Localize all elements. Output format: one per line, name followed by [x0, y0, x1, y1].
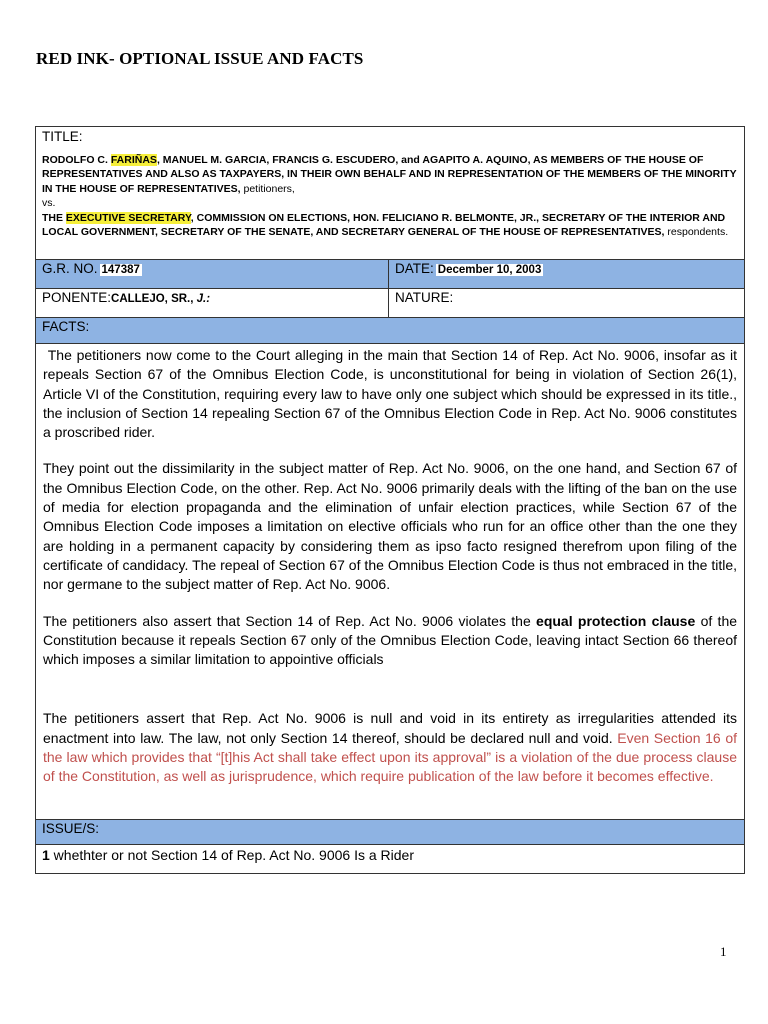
facts-body-row [36, 344, 745, 820]
document-heading: RED INK- OPTIONAL ISSUE AND FACTS [36, 49, 364, 68]
facts-paragraph-4-black: The petitioners assert that Rep. Act No. 9006 is null and void in its entirety as irregularities attended its enactment into law. The law, not only Section 14 thereof, should be declared null and void. [43, 710, 738, 746]
date-value: December 10, 2003 [437, 264, 542, 276]
ponente-value-italic: J.: [196, 293, 211, 305]
issue-1-number: 1 [42, 847, 50, 863]
petitioner-highlight: FARIÑAS [110, 154, 157, 166]
facts-header-row [36, 318, 745, 344]
facts-header-cell [36, 318, 745, 344]
nature-cell [389, 289, 745, 318]
title-row [36, 127, 745, 260]
date-label: DATE: [395, 261, 434, 276]
facts-paragraph-3-end: of the Constitution because it repeals Section 67 only of the Omnibus Election Code, leaving intact Section 66 thereof which imposes a similar limitation to appointive officials [43, 612, 738, 668]
ponente-label: PONENTE: [42, 290, 112, 305]
issue-1 [36, 845, 745, 874]
facts-paragraph-4-red-ink: Even Section 16 of the law which provides that “[t]his Act shall take effect upon its approval” is a violation of the due process clause of the Constitution, as well as jurisprudence, which require publication of the law before it becomes effective. [43, 729, 738, 785]
equal-protection-clause: equal protection clause [536, 612, 696, 629]
issue-1-text: whethter or not Section 14 of Rep. Act No. 9006 Is a Rider [49, 847, 415, 863]
issues-label: ISSUE/S: [42, 821, 100, 836]
case-digest-table [35, 126, 745, 874]
ponente-cell [36, 289, 389, 318]
issues-header-cell [36, 820, 745, 845]
date-cell [389, 260, 745, 289]
versus-label: vs. [42, 197, 56, 210]
issues-body-row [36, 845, 745, 874]
facts-paragraph-1: The petitioners now come to the Court alleging in the main that Section 14 of Rep. Act No. 9006, insofar as it repeals Section 67 of the Omnibus Election Code, is unconstitutional for being in violation of Section 26(1), Article VI of the Constitution, requiring every law to have only one subject which should be expressed in its title., the inclusion of Section 14 repealing Section 67 of the Omnibus Election Code in Rep. Act No. 9006 constitutes a proscribed rider. [43, 347, 741, 441]
respondents-names: , COMMISSION ON ELECTIONS, HON. FELICIANO R. BELMONTE, JR., SECRETARY OF THE INTERIOR AND LOCAL GOVERNMENT, SECRETARY OF THE SENATE, AND SECRETARY GENERAL OF THE HOUSE OF REPRESENTATIVES, [42, 211, 726, 239]
gr-number-cell [36, 260, 389, 289]
petitioners-role: petitioners, [240, 182, 295, 195]
issues-header-row [36, 820, 745, 845]
respondent-highlight: EXECUTIVE SECRETARY [65, 211, 191, 224]
title-label: TITLE: [42, 129, 83, 144]
respondents-role: respondents. [664, 226, 729, 239]
facts-label: FACTS: [42, 319, 90, 334]
gr-number-value: 147387 [101, 264, 140, 276]
case-parties [42, 153, 738, 239]
petitioners-names: , MANUEL M. GARCIA, FRANCIS G. ESCUDERO, and AGAPITO A. AQUINO, AS MEMBERS OF THE HOUSE OF REPRESENTATIVES AND ALSO AS TAXPAYERS, IN THEIR OWN BEHALF AND IN REPRESENTATION OF THE MEMBERS OF THE MINORITY IN THE HOUSE OF REPRESENTATIVES, [42, 154, 737, 195]
gr-label: G.R. NO. [42, 261, 98, 276]
nature-label: NATURE: [395, 290, 454, 305]
ponente-value: CALLEJO, SR., [111, 293, 197, 305]
title-cell [36, 127, 745, 260]
facts-paragraph-3-start: The petitioners also assert that Section 14 of Rep. Act No. 9006 violates the [43, 612, 537, 629]
gr-date-row [36, 260, 745, 289]
facts-paragraph-4 [43, 709, 737, 786]
respondents-prefix: THE [42, 211, 66, 224]
facts-paragraph-3 [43, 612, 737, 670]
facts-paragraph-2: They point out the dissimilarity in the subject matter of Rep. Act No. 9006, on the one hand, and Section 67 of the Omnibus Election Code, on the other. Rep. Act No. 9006 primarily deals with the lifting of the ban on the use of media for election propaganda and the elimination of unfair election practices, while Section 67 of the Omnibus Election Code imposes a limitation on elective officials who run for an office other than the one they are holding in a permanent capacity by considering them as ipso facto resigned therefrom upon filing of the certificate of candidacy. The repeal of Section 67 of the Omnibus Election Code is thus not embraced in the title, nor germane to the subject matter of Rep. Act No. 9006. [43, 460, 738, 593]
ponente-nature-row [36, 289, 745, 318]
page-number: 1 [720, 944, 727, 959]
facts-body [36, 344, 745, 820]
petitioners-prefix: RODOLFO C. [42, 154, 111, 166]
